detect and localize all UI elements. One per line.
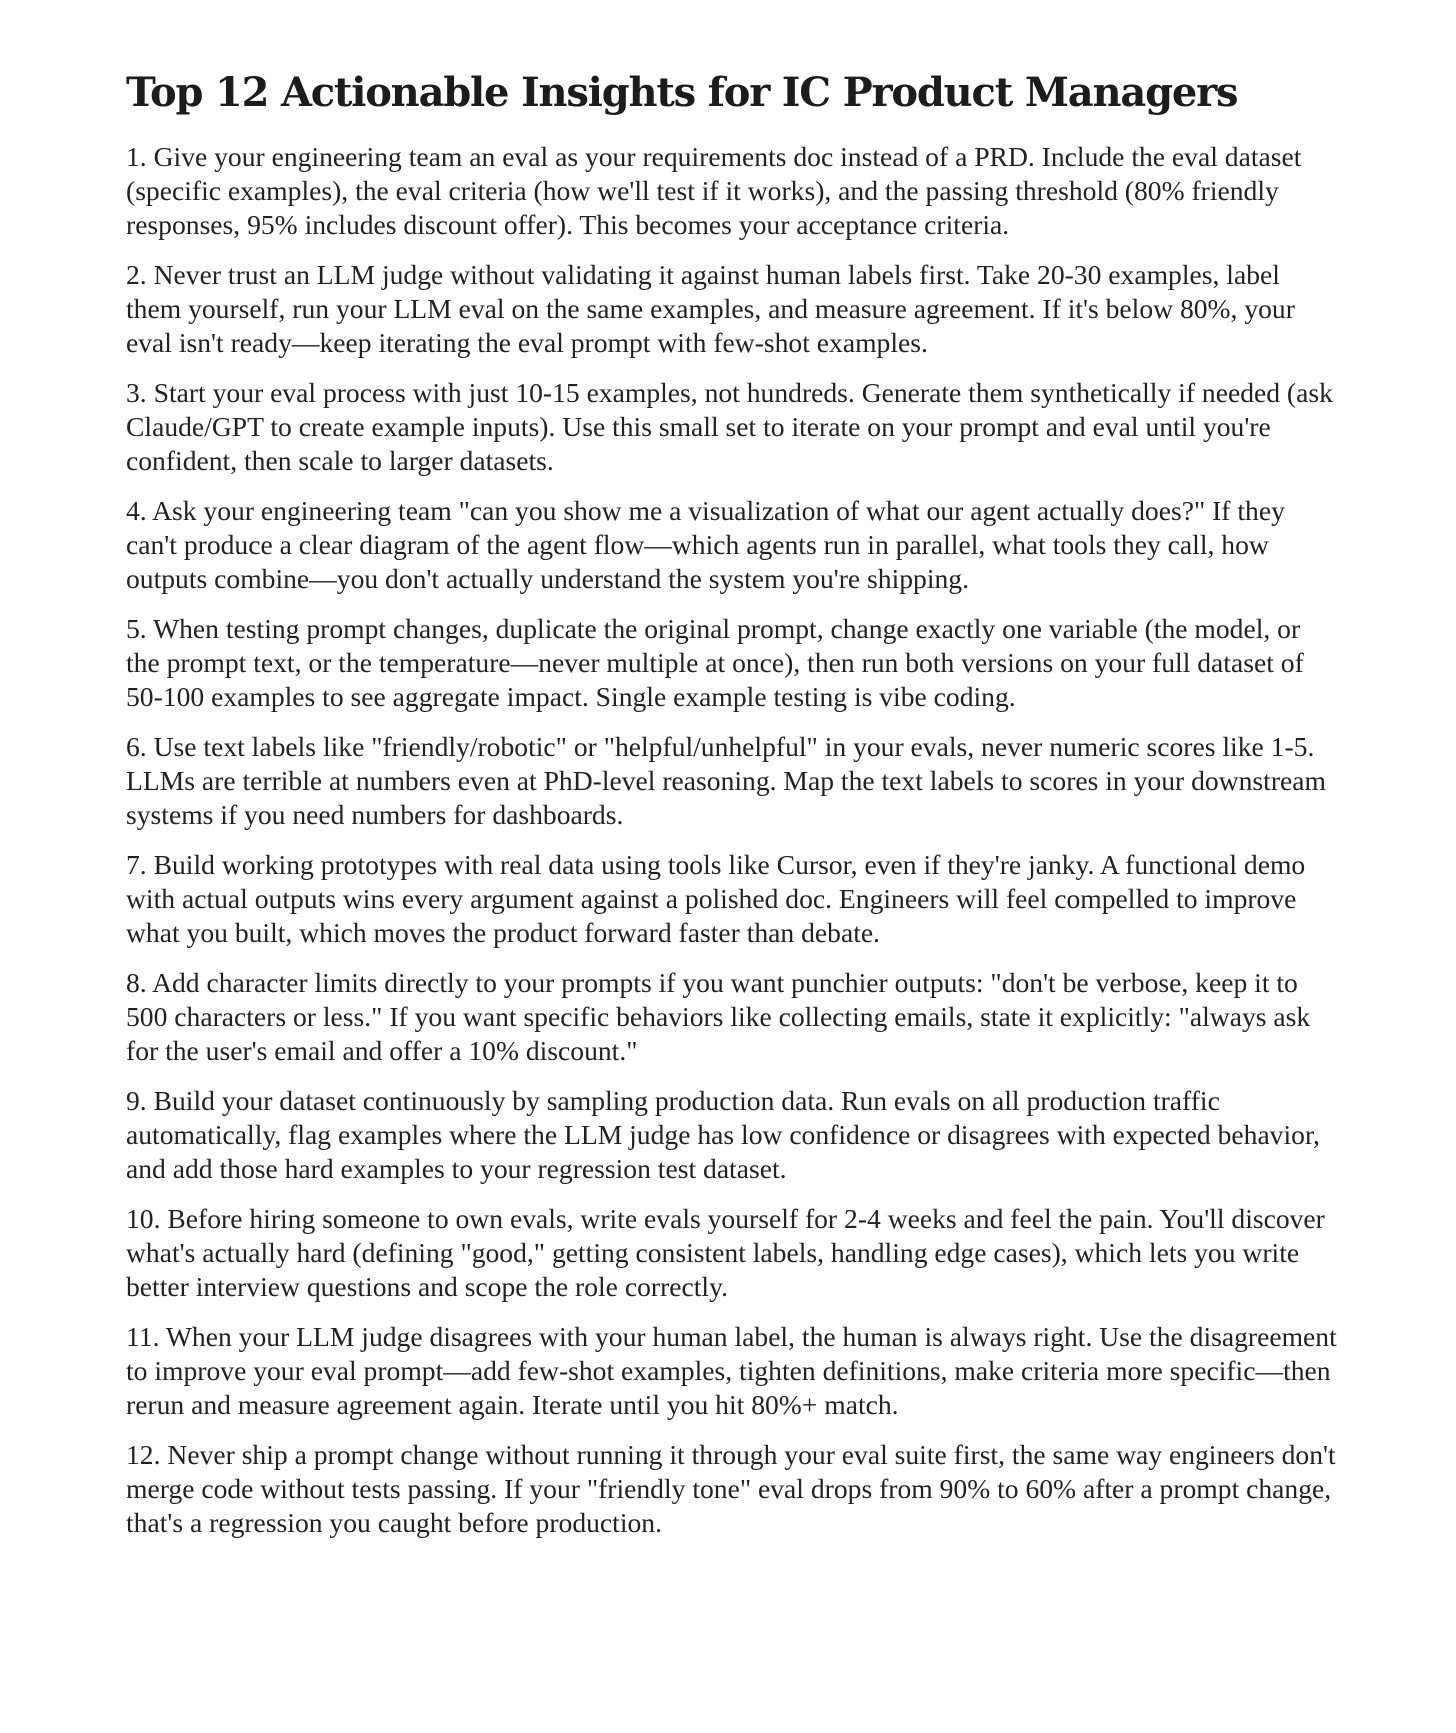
insight-item: 1. Give your engineering team an eval as your requirements doc instead of a PRD. Include the eval dataset (specific examples), the eval criteria (how we'll test if it works), and the passing threshold (80% friendly responses, 95% includes discount offer). This becomes your acceptance criteria. [126,141,1302,240]
insight-item: 9. Build your dataset continuously by sampling production data. Run evals on all production traffic automatically, flag examples where the LLM judge has low confidence or disagrees with expected behavior, and add those hard examples to your regression test dataset. [126,1085,1320,1184]
insight-item: 10. Before hiring someone to own evals, write evals yourself for 2-4 weeks and feel the pain. You'll discover what's actually hard (defining "good," getting consistent labels, handling edge cases), which lets you write better interview questions and scope the role correctly. [126,1203,1325,1302]
insight-item: 6. Use text labels like "friendly/robotic" or "helpful/unhelpful" in your evals, never numeric scores like 1-5. LLMs are terrible at numbers even at PhD-level reasoning. Map the text labels to scores in your downstream systems if you need numbers for dashboards. [126,731,1326,830]
insight-item: 12. Never ship a prompt change without running it through your eval suite first, the same way engineers don't merge code without tests passing. If your "friendly tone" eval drops from 90% to 60% after a prompt change, that's a regression you caught before production. [126,1439,1336,1538]
insight-item: 7. Build working prototypes with real data using tools like Cursor, even if they're janky. A functional demo with actual outputs wins every argument against a polished doc. Engineers will feel compelled to improve what you built, which moves the product forward faster than debate. [126,849,1306,948]
insight-item: 5. When testing prompt changes, duplicate the original prompt, change exactly one variable (the model, or the prompt text, or the temperature—never multiple at once), then run both versions on your full dataset of 50-100 examples to see aggregate impact. Single example testing is vibe coding. [126,613,1304,712]
insight-item: 8. Add character limits directly to your prompts if you want punchier outputs: "don't be verbose, keep it to 500 characters or less." If you want specific behaviors like collecting emails, state it explicitly: "always ask for the user's email and offer a 10% discount." [126,967,1311,1066]
insight-item: 11. When your LLM judge disagrees with your human label, the human is always right. Use the disagreement to improve your eval prompt—add few-shot examples, tighten definitions, make criteria more specific—then rerun and measure agreement again. Iterate until you hit 80%+ match. [126,1321,1337,1420]
document [126,68,1340,1556]
page-title: Top 12 Actionable Insights for IC Product Managers [126,69,1238,116]
insight-item: 2. Never trust an LLM judge without validating it against human labels first. Take 20-30 examples, label them yourself, run your LLM eval on the same examples, and measure agreement. If it's below 80%, your eval isn't ready—keep iterating the eval prompt with few-shot examples. [126,259,1295,358]
insight-item: 4. Ask your engineering team "can you show me a visualization of what our agent actually does?" If they can't produce a clear diagram of the agent flow—which agents run in parallel, what tools they call, how outputs combine—you don't actually understand the system you're shipping. [126,495,1285,594]
insights-list [126,140,1340,1540]
insight-item: 3. Start your eval process with just 10-15 examples, not hundreds. Generate them synthetically if needed (ask Claude/GPT to create example inputs). Use this small set to iterate on your prompt and eval until you're confident, then scale to larger datasets. [126,377,1333,476]
